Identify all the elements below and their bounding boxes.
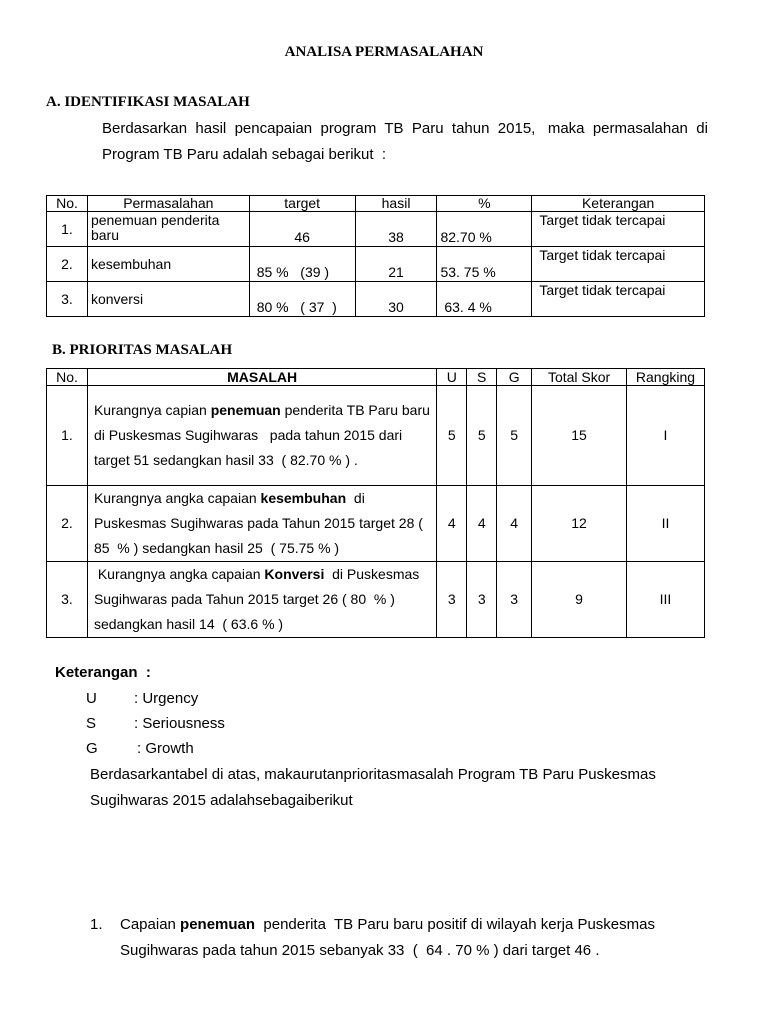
- list-item-number: 1.: [90, 916, 103, 933]
- header-total-skor: Total Skor: [532, 369, 627, 386]
- section-a-heading: A. IDENTIFIKASI MASALAH: [46, 94, 250, 110]
- list-text-pre: Capaian: [120, 916, 181, 933]
- section-b-heading: B. PRIORITAS MASALAH: [52, 342, 233, 358]
- header-hasil: hasil: [355, 196, 437, 212]
- header-u: U: [437, 369, 467, 386]
- cell-s: 3: [467, 562, 497, 638]
- list-item-text: [120, 912, 720, 964]
- header-rangking: Rangking: [626, 369, 704, 386]
- legend-letter-s: S: [86, 715, 97, 732]
- table-row: [47, 282, 705, 317]
- header-permasalahan: Permasalahan: [87, 196, 249, 212]
- conclusion-paragraph: Berdasarkantabel di atas, makaurutanprioritasmasalah Program TB Paru Puskesmas Sugihwaras 2015 adalahsebagaiberikut: [90, 766, 656, 809]
- section-a-intro-line1: Berdasarkan hasil pencapaian program TB Paru tahun 2015, maka permasalahan di: [102, 120, 708, 137]
- cell-permasalahan: konversi: [87, 282, 249, 317]
- cell-no: 3.: [47, 282, 88, 317]
- list-text-post: penderita TB Paru baru positif di wilayah kerja Puskesmas Sugihwaras pada tahun 2015 sebanyak 33 ( 64 . 70 % ) dari target 46 .: [120, 916, 660, 959]
- header-no: No.: [47, 196, 88, 212]
- cell-u: 5: [437, 386, 467, 486]
- cell-s: 5: [467, 386, 497, 486]
- cell-no: 2.: [47, 247, 88, 282]
- table-header-row: [47, 196, 705, 212]
- cell-g: 5: [497, 386, 532, 486]
- header-g: G: [497, 369, 532, 386]
- masalah-text-pre: Kurangnya capian: [93, 402, 211, 418]
- cell-u: 4: [437, 486, 467, 562]
- table-row: [47, 212, 705, 247]
- cell-target: 85 % (39 ): [249, 247, 355, 282]
- cell-no: 3.: [47, 562, 88, 638]
- cell-target: 80 % ( 37 ): [249, 282, 355, 317]
- table-row: [47, 386, 705, 486]
- table-row: [47, 562, 705, 638]
- keterangan-heading: Keterangan :: [55, 664, 151, 681]
- legend-letter-g: G: [86, 740, 98, 757]
- masalah-text-post: di Puskesmas Sugihwaras pada Tahun 2015 target 28 ( 85 % ) sedangkan hasil 25 ( 75.75 % ): [93, 490, 427, 556]
- cell-rangking: II: [626, 486, 704, 562]
- legend-meaning-s: : Seriousness: [134, 715, 225, 732]
- legend-meaning-u: : Urgency: [134, 690, 199, 707]
- cell-hasil: 21: [355, 247, 437, 282]
- masalah-text-post: penderita TB Paru baru di Puskesmas Sugihwaras pada tahun 2015 dari target 51 sedangkan hasil 33 ( 82.70 % ) .: [93, 402, 438, 468]
- cell-no: 1.: [47, 212, 88, 247]
- masalah-text-pre: Kurangnya angka capaian: [93, 490, 261, 506]
- header-s: S: [467, 369, 497, 386]
- cell-permasalahan: kesembuhan: [87, 247, 249, 282]
- cell-persen: 63. 4 %: [437, 282, 532, 317]
- masalah-keyword: kesembuhan: [260, 490, 347, 506]
- table-header-row: [47, 369, 705, 386]
- table-row: [47, 486, 705, 562]
- cell-masalah: [87, 386, 436, 486]
- masalah-keyword: penemuan: [210, 402, 281, 418]
- masalah-keyword: Konversi: [264, 566, 325, 582]
- cell-keterangan: Target tidak tercapai: [532, 282, 705, 317]
- header-masalah: MASALAH: [87, 369, 436, 386]
- cell-masalah: [87, 562, 436, 638]
- table-row: [47, 247, 705, 282]
- cell-keterangan: Target tidak tercapai: [532, 212, 705, 247]
- cell-masalah: [87, 486, 436, 562]
- cell-g: 4: [497, 486, 532, 562]
- masalah-text-pre: Kurangnya angka capaian: [93, 566, 265, 582]
- cell-keterangan: Target tidak tercapai: [532, 247, 705, 282]
- cell-g: 3: [497, 562, 532, 638]
- cell-no: 2.: [47, 486, 88, 562]
- legend-letter-u: U: [86, 690, 97, 707]
- cell-hasil: 38: [355, 212, 437, 247]
- header-target: target: [249, 196, 355, 212]
- cell-hasil: 30: [355, 282, 437, 317]
- cell-rangking: III: [626, 562, 704, 638]
- cell-persen: 82.70 %: [437, 212, 532, 247]
- header-no: No.: [47, 369, 88, 386]
- priority-table: [46, 368, 705, 638]
- cell-u: 3: [437, 562, 467, 638]
- cell-rangking: I: [626, 386, 704, 486]
- list-keyword: penemuan: [180, 916, 256, 933]
- header-persen: %: [437, 196, 532, 212]
- section-a-intro-line2: Program TB Paru adalah sebagai berikut :: [102, 146, 387, 163]
- cell-target: 46: [249, 212, 355, 247]
- masalah-text-post: di Puskesmas Sugihwaras pada Tahun 2015 target 26 ( 80 % ) sedangkan hasil 14 ( 63.6 % ): [93, 566, 424, 632]
- cell-total-skor: 9: [532, 562, 627, 638]
- identification-table: [46, 195, 705, 317]
- cell-s: 4: [467, 486, 497, 562]
- header-keterangan: Keterangan: [532, 196, 705, 212]
- legend-meaning-g: : Growth: [137, 740, 194, 757]
- cell-no: 1.: [47, 386, 88, 486]
- cell-total-skor: 15: [532, 386, 627, 486]
- page-title: ANALISA PERMASALAHAN: [284, 44, 484, 60]
- cell-total-skor: 12: [532, 486, 627, 562]
- cell-permasalahan: penemuan penderita baru: [87, 212, 249, 247]
- cell-persen: 53. 75 %: [437, 247, 532, 282]
